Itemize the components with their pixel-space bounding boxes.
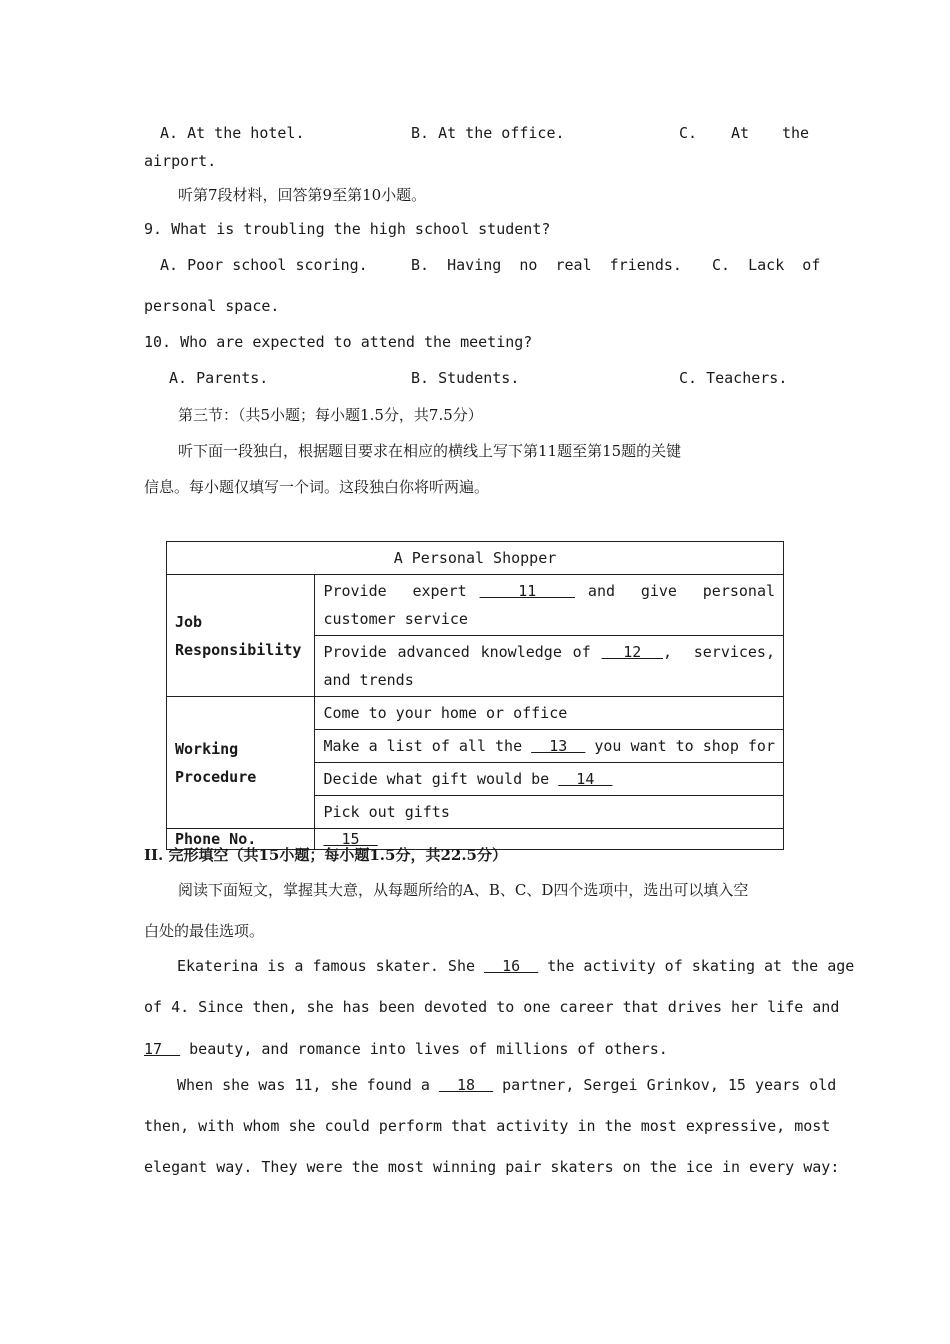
q9-question: 9. What is troubling the high school student? [144, 220, 551, 238]
job-row-2: Provide advanced knowledge of 12 , services, and trends [315, 636, 784, 697]
section3-title: 第三节：（共5小题；每小题1.5分，共7.5分） [178, 406, 483, 424]
q8-option-c-word1: At [731, 124, 750, 142]
blank-12: 12 [601, 643, 664, 661]
part2-instruction-line2: 白处的最佳选项。 [144, 922, 265, 940]
blank-16: 16 [484, 957, 539, 975]
q10-option-a: A. Parents. [169, 369, 269, 387]
table-title: A Personal Shopper [167, 542, 784, 575]
blank-15: 15 [323, 830, 378, 848]
part2-title: II. 完形填空（共15小题；每小题1.5分，共22.5分） [144, 846, 507, 864]
passage-p2-line3: elegant way. They were the most winning pair skaters on the ice in every way: [144, 1158, 840, 1176]
passage-p1-line2: of 4. Since then, she has been devoted to one career that drives her life and [144, 998, 840, 1016]
blank-13: 13 [531, 737, 586, 755]
working-procedure-label: Working Procedure [167, 697, 315, 829]
q10-question: 10. Who are expected to attend the meeting? [144, 333, 533, 351]
job-row-1: Provide expert 11 and give personal customer service [315, 575, 784, 636]
q9-option-a: A. Poor school scoring. [160, 256, 368, 274]
passage-p1-line3: 17 beauty, and romance into lives of millions of others. [144, 1040, 668, 1058]
q8-option-a: A. At the hotel. [160, 124, 305, 142]
part2-instruction-line1: 阅读下面短文，掌握其大意，从每题所给的A、B、C、D四个选项中，选出可以填入空 [178, 881, 749, 899]
section3-instruction-line1: 听下面一段独白，根据题目要求在相应的横线上写下第11题至第15题的关键 [178, 442, 682, 460]
q10-option-b: B. Students. [411, 369, 520, 387]
blank-14: 14 [558, 770, 613, 788]
passage-p2-line2: then, with whom she could perform that activity in the most expressive, most [144, 1117, 831, 1135]
q9-option-c-cont: personal space. [144, 297, 280, 315]
job-responsibility-label [167, 575, 315, 697]
q10-option-c: C. Teachers. [679, 369, 788, 387]
q8-option-b: B. At the office. [411, 124, 565, 142]
q8-option-c-cont: airport. [144, 152, 217, 170]
section7-intro: 听第7段材料，回答第9至第10小题。 [178, 186, 427, 204]
job-label-line2: Responsibility [175, 640, 302, 659]
blank-11: 11 [479, 582, 576, 600]
proc-row-1: Come to your home or office [315, 697, 784, 730]
section3-instruction-line2: 信息。每小题仅填写一个词。这段独白你将听两遍。 [144, 478, 490, 496]
q8-option-c-word2: the [782, 124, 810, 142]
q9-option-b: B. Having no real friends. [411, 256, 682, 274]
q9-option-c: C. Lack of [712, 256, 821, 274]
blank-18: 18 [438, 1076, 494, 1094]
phone-label: Phone No. [167, 829, 315, 850]
proc-row-4: Pick out gifts [315, 796, 784, 829]
job-label-line1: Job [175, 612, 203, 631]
personal-shopper-table [166, 541, 794, 850]
q8-option-c-label: C. [679, 124, 698, 142]
passage-p2-line1: When she was 11, she found a 18 partner, Sergei Grinkov, 15 years old [177, 1076, 837, 1094]
proc-row-2: Make a list of all the 13 you want to shop for [315, 730, 784, 763]
proc-row-3: Decide what gift would be 14 [315, 763, 784, 796]
passage-p1-line1: Ekaterina is a famous skater. She 16 the activity of skating at the age [177, 957, 855, 975]
blank-17: 17 [144, 1040, 181, 1058]
